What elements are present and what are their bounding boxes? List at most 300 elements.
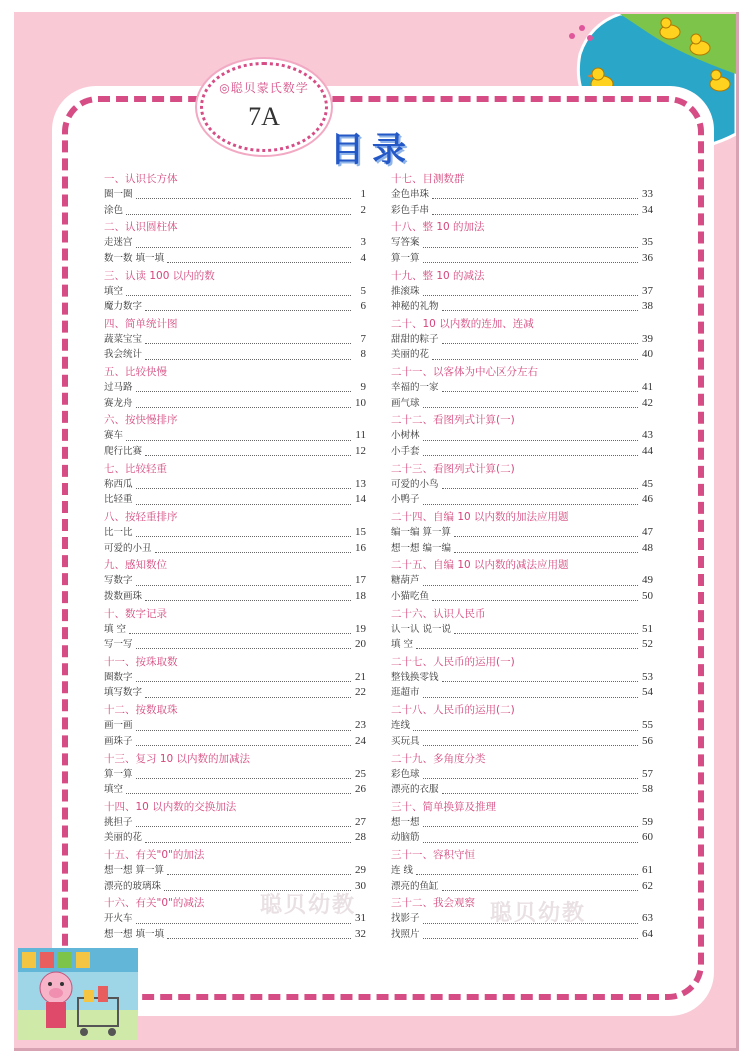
entry-page-number: 51 [642,622,653,635]
toc-entry [104,685,366,701]
section-heading: 十二、按数取珠 [104,704,178,717]
toc-section [391,316,653,364]
toc-entry [391,444,653,460]
toc-entry [104,428,366,444]
toc-entry [104,332,366,348]
leader-dots [145,447,351,456]
toc-entry [104,444,366,460]
entry-page-number: 43 [642,429,653,442]
toc-entry [391,187,653,203]
page-title: 目录 [330,130,414,170]
leader-dots [136,496,351,505]
entry-page-number: 64 [642,927,653,940]
toc-entry [104,284,366,300]
entry-label: 推滚珠 [391,285,420,297]
entry-page-number: 10 [355,396,366,409]
toc-entry [391,525,653,541]
leader-dots [423,239,638,248]
toc-entry [391,911,653,927]
toc-entry [104,541,366,557]
leader-dots [423,770,638,779]
entry-label: 美丽的花 [104,832,143,844]
leader-dots [442,383,638,392]
entry-label: 填 空 [391,639,414,651]
entry-page-number: 12 [355,444,366,457]
section-heading: 二十三、看图列式计算(二) [391,462,515,475]
entry-page-number: 1 [360,188,366,200]
entry-label: 写一写 [104,639,133,651]
toc-entry [391,589,653,605]
leader-dots [413,722,638,731]
section-heading: 十、数字记录 [104,607,167,620]
entry-label: 彩色手串 [391,204,430,216]
toc-section [391,412,653,460]
leader-dots [126,287,351,296]
toc-section [391,364,653,412]
toc-left-column [104,171,366,944]
entry-page-number: 11 [355,429,366,442]
entry-label: 赛车 [104,430,124,442]
section-heading: 十四、10 以内数的交换加法 [104,800,237,813]
entry-page-number: 34 [642,203,653,216]
section-heading: 二十八、人民币的运用(二) [391,704,515,717]
leader-dots [136,190,351,199]
leader-dots [416,866,638,875]
toc-entry [391,718,653,734]
leader-dots [432,206,638,215]
entry-label: 开火车 [104,913,133,925]
entry-label: 填空 [104,285,124,297]
entry-page-number: 26 [355,783,366,796]
entry-page-number: 60 [642,831,653,844]
toc-entry [391,380,653,396]
entry-label: 过马路 [104,382,133,394]
entry-page-number: 29 [355,864,366,877]
toc-section [391,702,653,750]
leader-dots [145,302,351,311]
toc-section [104,509,366,557]
entry-page-number: 24 [355,734,366,747]
entry-page-number: 5 [360,284,366,297]
toc-section [104,219,366,267]
entry-label: 想一想 编一编 [391,542,452,554]
section-heading: 三十一、容积守恒 [391,849,475,862]
leader-dots [423,254,638,263]
entry-label: 美丽的花 [391,349,430,361]
leader-dots [164,882,351,891]
section-heading: 十一、按珠取数 [104,655,178,668]
entry-label: 逛超市 [391,687,420,699]
entry-page-number: 31 [355,912,366,925]
entry-label: 涂色 [104,204,124,216]
toc-entry [391,396,653,412]
entry-label: 找影子 [391,913,420,925]
entry-page-number: 27 [355,815,366,828]
leader-dots [145,689,351,698]
entry-label: 幸福的一家 [391,382,439,394]
entry-page-number: 56 [642,734,653,747]
section-heading: 二十一、以客体为中心区分左右 [391,366,538,379]
toc-entry [391,815,653,831]
leader-dots [423,432,638,441]
toc-entry [104,589,366,605]
leader-dots [136,399,351,408]
toc-entry [104,767,366,783]
entry-page-number: 22 [355,686,366,699]
entry-label: 比一比 [104,527,133,539]
entry-label: 魔力数字 [104,301,143,313]
leader-dots [442,785,638,794]
section-heading: 三十二、我会观察 [391,897,475,910]
leader-dots [136,528,351,537]
entry-label: 画一画 [104,720,133,732]
toc-entry [391,332,653,348]
section-heading: 八、按轻重排序 [104,511,178,524]
entry-page-number: 17 [355,574,366,587]
section-heading: 五、比较快慢 [104,366,167,379]
toc-entry [104,927,366,943]
toc-entry [391,782,653,798]
entry-label: 动脑筋 [391,832,420,844]
entry-label: 可爱的小丑 [104,542,152,554]
leader-dots [442,673,638,682]
pig-shopping-illustration [16,940,142,1040]
entry-page-number: 14 [355,493,366,506]
leader-dots [155,544,351,553]
entry-label: 找照片 [391,928,420,940]
section-heading: 二十六、认识人民币 [391,607,486,620]
entry-label: 连线 [391,720,411,732]
toc-entry [391,492,653,508]
entry-page-number: 18 [355,589,366,602]
leader-dots [136,722,351,731]
entry-label: 漂亮的衣服 [391,784,439,796]
entry-label: 比轻重 [104,494,133,506]
entry-page-number: 57 [642,767,653,780]
entry-page-number: 36 [642,251,653,264]
leader-dots [136,673,351,682]
entry-page-number: 6 [360,300,366,313]
entry-label: 可爱的小鸟 [391,478,439,490]
entry-page-number: 61 [642,864,653,877]
leader-dots [432,351,638,360]
entry-label: 想一想 算一算 [104,865,165,877]
toc-section [104,557,366,605]
toc-entry [104,347,366,363]
entry-page-number: 62 [642,879,653,892]
toc-entry [391,284,653,300]
entry-label: 赛龙舟 [104,397,133,409]
leader-dots [136,640,351,649]
toc-section [391,268,653,316]
toc-entry [391,685,653,701]
entry-label: 连 线 [391,865,414,877]
entry-page-number: 38 [642,300,653,313]
toc-entry [391,203,653,219]
toc-section [104,847,366,895]
entry-page-number: 16 [355,541,366,554]
entry-label: 甜甜的粽子 [391,333,439,345]
entry-label: 画珠子 [104,735,133,747]
entry-page-number: 44 [642,444,653,457]
leader-dots [454,528,638,537]
leader-dots [145,592,351,601]
section-heading: 七、比较轻重 [104,462,167,475]
section-heading: 十五、有关"0"的加法 [104,849,205,862]
entry-page-number: 28 [355,831,366,844]
leader-dots [442,480,638,489]
brand-label: ◎聪贝蒙氏数学 [219,81,309,95]
entry-label: 我会统计 [104,349,143,361]
section-heading: 二十五、自编 10 以内数的减法应用题 [391,559,569,572]
entry-label: 编一编 算一算 [391,527,452,539]
toc-entry [391,734,653,750]
entry-page-number: 42 [642,396,653,409]
leader-dots [442,335,638,344]
leader-dots [423,834,638,843]
entry-label: 画气球 [391,397,420,409]
leader-dots [423,818,638,827]
section-heading: 十六、有关"0"的减法 [104,897,205,910]
entry-label: 圈一圈 [104,189,133,200]
toc-entry [104,637,366,653]
entry-page-number: 63 [642,912,653,925]
leader-dots [423,496,638,505]
entry-label: 写数字 [104,575,133,587]
entry-page-number: 8 [360,348,366,361]
toc-section [391,606,653,654]
toc-entry [104,492,366,508]
entry-page-number: 30 [355,879,366,892]
toc-entry [104,203,366,219]
toc-section [104,702,366,750]
entry-label: 圈数字 [104,671,133,683]
leader-dots [442,882,638,891]
watermark-right: 聪贝幼教 [490,901,587,926]
entry-page-number: 19 [355,622,366,635]
leader-dots [423,447,638,456]
toc-section [104,461,366,509]
entry-page-number: 45 [642,477,653,490]
entry-page-number: 13 [355,477,366,490]
toc-entry [104,734,366,750]
leader-dots [136,770,351,779]
toc-entry [391,477,653,493]
section-heading: 三、认读 100 以内的数 [104,269,215,282]
toc-section [391,461,653,509]
entry-label: 买玩具 [391,735,420,747]
leader-dots [423,737,638,746]
toc-section [104,606,366,654]
entry-page-number: 48 [642,541,653,554]
section-heading: 十八、整 10 的加法 [391,221,485,234]
section-heading: 二、认识圆柱体 [104,221,178,234]
toc-entry [391,767,653,783]
leader-dots [136,737,351,746]
toc-entry [391,235,653,251]
toc-entry [391,251,653,267]
toc-section [391,847,653,895]
entry-page-number: 59 [642,815,653,828]
toc-section [391,509,653,557]
section-heading: 三十、简单换算及推理 [391,800,496,813]
toc-entry [104,782,366,798]
entry-label: 算一算 [104,768,133,780]
leader-dots [423,689,638,698]
leader-dots [126,206,351,215]
toc-section [104,654,366,702]
entry-page-number: 47 [642,526,653,539]
toc-section [391,171,653,219]
entry-page-number: 52 [642,638,653,651]
toc-section [104,895,366,943]
toc-entry [104,477,366,493]
entry-page-number: 35 [642,236,653,249]
entry-label: 挑担子 [104,816,133,828]
entry-label: 小鸭子 [391,494,420,506]
entry-label: 整钱换零钱 [391,671,439,683]
entry-page-number: 2 [360,203,366,216]
entry-label: 小手套 [391,445,420,457]
toc-section [104,316,366,364]
section-heading: 九、感知数位 [104,559,167,572]
leader-dots [432,190,638,199]
section-heading: 二十二、看图列式计算(一) [391,414,515,427]
leader-dots [167,930,351,939]
watermark-left: 聪贝幼教 [260,893,357,918]
entry-label: 蔬菜宝宝 [104,333,143,345]
toc-entry [104,380,366,396]
leader-dots [432,592,638,601]
leader-dots [145,351,351,360]
toc-entry [104,525,366,541]
toc-entry [104,299,366,315]
section-heading: 二十九、多角度分类 [391,752,486,765]
leader-dots [136,383,351,392]
toc-entry [391,573,653,589]
entry-label: 算一算 [391,252,420,264]
leader-dots [423,577,638,586]
toc-section [104,751,366,799]
entry-label: 神秘的礼物 [391,301,439,313]
toc-entry [104,573,366,589]
toc-entry [104,830,366,846]
toc-entry [104,622,366,638]
toc-entry [391,428,653,444]
entry-label: 走迷宫 [104,237,133,249]
entry-label: 写答案 [391,237,420,249]
leader-dots [136,818,351,827]
entry-page-number: 58 [642,783,653,796]
section-heading: 一、认识长方体 [104,173,178,185]
toc-entry [391,830,653,846]
leader-dots [145,834,351,843]
entry-label: 填空 [104,784,124,796]
grade-label: 7A [248,102,280,131]
toc-entry [104,911,366,927]
entry-label: 称西瓜 [104,478,133,490]
toc-section [104,364,366,412]
entry-page-number: 40 [642,348,653,361]
toc-section [104,799,366,847]
leader-dots [136,239,351,248]
entry-page-number: 3 [360,236,366,249]
toc-entry [391,622,653,638]
leader-dots [126,785,351,794]
section-heading: 十三、复习 10 以内数的加减法 [104,752,251,765]
entry-page-number: 33 [642,188,653,200]
toc-entry [104,879,366,895]
leader-dots [136,915,351,924]
entry-label: 拨数画珠 [104,590,143,602]
entry-label: 金色串珠 [391,189,430,200]
entry-page-number: 20 [355,638,366,651]
toc-entry [104,718,366,734]
toc-section [391,895,653,943]
toc-entry [104,235,366,251]
entry-page-number: 37 [642,284,653,297]
entry-label: 彩色球 [391,768,420,780]
entry-label: 爬行比赛 [104,445,143,457]
section-heading: 六、按快慢排序 [104,414,178,427]
leader-dots [423,287,638,296]
entry-page-number: 46 [642,493,653,506]
section-heading: 十七、目测数群 [391,173,465,185]
entry-label: 填 空 [104,623,127,635]
leader-dots [454,625,638,634]
toc-entry [104,396,366,412]
toc-entry [104,670,366,686]
entry-page-number: 53 [642,670,653,683]
leader-dots [167,866,351,875]
leader-dots [136,577,351,586]
entry-page-number: 15 [355,526,366,539]
entry-page-number: 25 [355,767,366,780]
toc-entry [104,863,366,879]
toc-entry [104,187,366,203]
toc-entry [391,347,653,363]
entry-page-number: 23 [355,719,366,732]
toc-right-column [391,171,653,944]
toc-section [104,412,366,460]
leader-dots [416,640,638,649]
entry-page-number: 32 [355,927,366,940]
toc-section [391,557,653,605]
toc-section [104,171,366,219]
section-heading: 二十四、自编 10 以内数的加法应用题 [391,511,569,524]
toc-entry [104,251,366,267]
leader-dots [126,432,351,441]
entry-page-number: 9 [360,381,366,394]
entry-label: 数一数 填一填 [104,252,165,264]
toc-section [391,751,653,799]
entry-page-number: 21 [355,670,366,683]
entry-label: 想一想 填一填 [104,928,165,940]
section-heading: 二十七、人民币的运用(一) [391,655,515,668]
toc-section [391,799,653,847]
leader-dots [423,930,638,939]
entry-page-number: 50 [642,589,653,602]
entry-label: 填写数字 [104,687,143,699]
leader-dots [129,625,351,634]
entry-page-number: 55 [642,719,653,732]
entry-page-number: 39 [642,332,653,345]
entry-page-number: 41 [642,381,653,394]
leader-dots [442,302,638,311]
leader-dots [145,335,351,344]
leader-dots [423,399,638,408]
toc-entry [391,863,653,879]
